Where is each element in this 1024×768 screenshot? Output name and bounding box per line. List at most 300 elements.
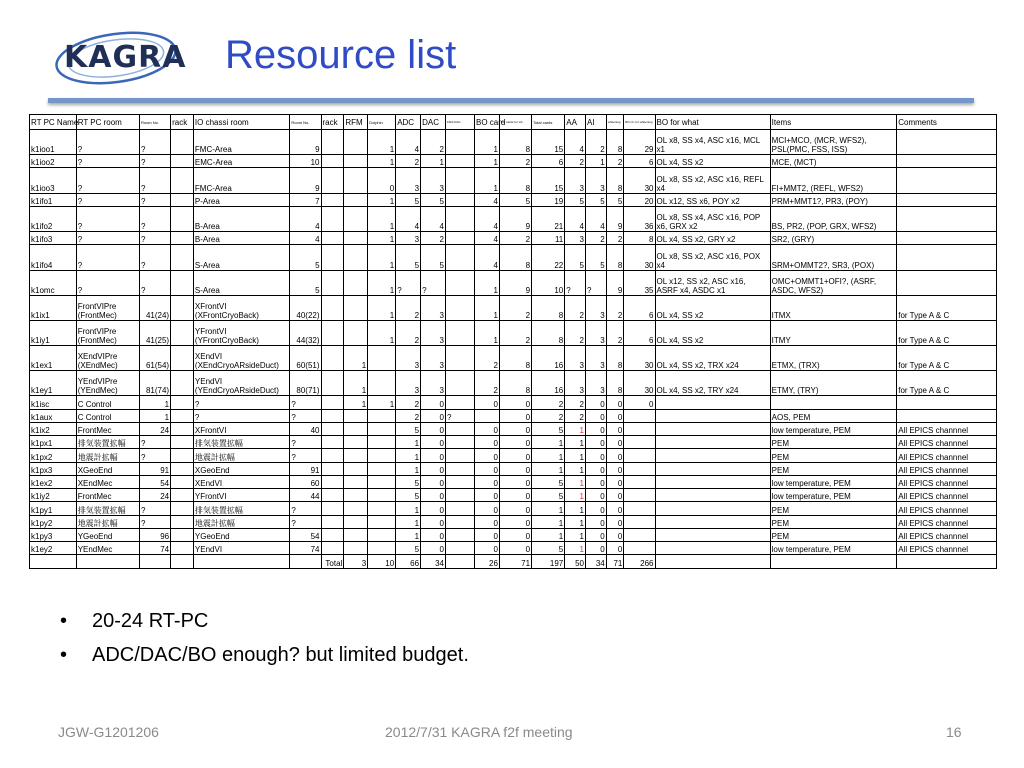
table-cell: 8 — [499, 245, 531, 270]
table-cell: 35 — [624, 270, 655, 295]
table-cell — [897, 232, 997, 245]
table-cell — [770, 555, 897, 569]
table-cell: 0 — [586, 449, 607, 462]
table-cell — [624, 409, 655, 422]
table-cell — [655, 449, 770, 462]
table-cell: k1py3 — [30, 528, 77, 541]
table-cell: k1iy1 — [30, 320, 77, 345]
table-row — [30, 396, 997, 409]
table-cell: 0 — [421, 436, 446, 449]
table-cell: All EPICS channnel — [897, 502, 997, 515]
table-cell — [624, 515, 655, 528]
table-cell: 3 — [586, 371, 607, 396]
table-cell: 4 — [475, 245, 500, 270]
table-cell — [624, 475, 655, 488]
table-cell: PEM — [770, 515, 897, 528]
column-header: DAC — [421, 115, 446, 130]
table-cell — [344, 270, 368, 295]
table-cell: 2 — [499, 155, 531, 168]
table-cell: 0 — [586, 475, 607, 488]
table-cell: PEM — [770, 436, 897, 449]
bullet-text: 20-24 RT-PC — [92, 610, 209, 632]
table-cell: ? — [290, 396, 321, 409]
table-cell: ? — [396, 270, 421, 295]
table-cell: 74 — [290, 542, 321, 555]
table-cell: 22 — [532, 245, 565, 270]
table-row — [30, 168, 997, 193]
table-cell: 1 — [368, 245, 396, 270]
table-cell — [445, 489, 474, 502]
table-cell — [897, 409, 997, 422]
table-cell: 4 — [396, 206, 421, 231]
table-cell — [171, 130, 194, 155]
table-cell: for Type A & C — [897, 295, 997, 320]
table-cell: 20 — [624, 193, 655, 206]
table-cell: ? — [193, 396, 289, 409]
table-cell: 排気装置拡幅 — [76, 502, 139, 515]
table-cell: 0 — [606, 422, 624, 435]
table-cell: 2 — [565, 396, 586, 409]
table-cell: YEndVIPre (YEndMec) — [76, 371, 139, 396]
table-cell: 2 — [499, 295, 531, 320]
table-cell — [321, 295, 344, 320]
table-cell: 1 — [344, 346, 368, 371]
table-cell: 1 — [396, 449, 421, 462]
table-cell: ? — [421, 270, 446, 295]
bullet-item — [58, 638, 469, 672]
table-cell: k1ix2 — [30, 422, 77, 435]
table-cell — [290, 555, 321, 569]
table-cell: 3 — [565, 371, 586, 396]
table-cell: BS, PR2, (POP, GRX, WFS2) — [770, 206, 897, 231]
table-cell: 0 — [421, 542, 446, 555]
table-cell: 5 — [290, 270, 321, 295]
table-cell: YFrontVI (YFrontCryoBack) — [193, 320, 289, 345]
table-cell — [344, 245, 368, 270]
table-cell — [445, 168, 474, 193]
table-cell: All EPICS channnel — [897, 515, 997, 528]
table-cell — [344, 168, 368, 193]
table-cell: 0 — [586, 542, 607, 555]
table-cell — [344, 295, 368, 320]
table-cell — [171, 155, 194, 168]
table-cell — [445, 462, 474, 475]
table-cell: 0 — [499, 462, 531, 475]
table-cell: k1ioo1 — [30, 130, 77, 155]
table-cell: All EPICS channnel — [897, 436, 997, 449]
table-cell: 排気装置拡幅 — [76, 436, 139, 449]
table-cell: 0 — [475, 449, 500, 462]
table-cell: ? — [76, 168, 139, 193]
table-cell: 9 — [499, 270, 531, 295]
table-cell — [445, 193, 474, 206]
column-header: Total cards — [532, 115, 565, 130]
table-cell: 1 — [368, 193, 396, 206]
logo-text: KAGRA — [64, 40, 187, 75]
table-cell: 0 — [475, 528, 500, 541]
table-cell: 地震計拡幅 — [193, 515, 289, 528]
table-cell: 71 — [606, 555, 624, 569]
table-cell: k1ex2 — [30, 475, 77, 488]
table-cell: OL x4, SS x2 — [655, 155, 770, 168]
table-cell: 40(22) — [290, 295, 321, 320]
table-cell: 9 — [290, 130, 321, 155]
table-cell — [655, 528, 770, 541]
bullet-list — [58, 604, 469, 672]
table-row — [30, 542, 997, 555]
table-cell: ? — [290, 515, 321, 528]
table-cell: XEndVI (XEndCryoARsideDuct) — [193, 346, 289, 371]
table-cell: 5 — [396, 542, 421, 555]
table-cell: 54 — [290, 528, 321, 541]
table-cell: 1 — [344, 371, 368, 396]
table-cell: k1px3 — [30, 462, 77, 475]
table-cell: 0 — [421, 528, 446, 541]
table-cell: 2 — [565, 320, 586, 345]
table-cell: 1 — [475, 130, 500, 155]
table-cell: S-Area — [193, 270, 289, 295]
table-cell — [321, 270, 344, 295]
table-cell: MCE, (MCT) — [770, 155, 897, 168]
table-cell: 3 — [396, 371, 421, 396]
table-row — [30, 232, 997, 245]
table-cell — [475, 409, 500, 422]
table-cell: 0 — [586, 515, 607, 528]
table-cell: 0 — [606, 396, 624, 409]
table-cell — [321, 245, 344, 270]
table-cell: P-Area — [193, 193, 289, 206]
table-cell: ? — [586, 270, 607, 295]
table-cell — [344, 193, 368, 206]
table-cell: 0 — [499, 449, 531, 462]
table-cell: 30 — [624, 346, 655, 371]
column-header: RT PC room — [76, 115, 139, 130]
table-cell: 8 — [499, 346, 531, 371]
table-cell — [368, 515, 396, 528]
table-cell: YFrontVI — [193, 489, 289, 502]
table-cell — [171, 371, 194, 396]
table-cell: 30 — [624, 245, 655, 270]
table-cell — [655, 475, 770, 488]
table-cell — [368, 542, 396, 555]
table-cell: FrontVIPre (FrontMec) — [76, 295, 139, 320]
table-cell: 1 — [565, 502, 586, 515]
table-cell — [344, 489, 368, 502]
table-cell: 5 — [606, 193, 624, 206]
table-cell: 0 — [475, 502, 500, 515]
table-row — [30, 462, 997, 475]
table-cell — [624, 436, 655, 449]
table-cell: 0 — [499, 396, 531, 409]
table-cell: 5 — [565, 245, 586, 270]
table-cell: 3 — [421, 346, 446, 371]
table-cell — [171, 193, 194, 206]
table-cell — [171, 168, 194, 193]
table-row — [30, 422, 997, 435]
table-cell — [770, 396, 897, 409]
table-cell: 1 — [532, 515, 565, 528]
resource-table-container — [29, 114, 997, 569]
table-cell: k1py1 — [30, 502, 77, 515]
table-cell — [344, 232, 368, 245]
table-cell — [344, 436, 368, 449]
table-cell: 3 — [396, 168, 421, 193]
table-cell: 0 — [421, 449, 446, 462]
table-cell: XEndMec — [76, 475, 139, 488]
table-cell: k1ifo3 — [30, 232, 77, 245]
table-cell: 1 — [368, 320, 396, 345]
table-cell: 0 — [606, 528, 624, 541]
table-cell: 71 — [499, 555, 531, 569]
table-cell: 6 — [624, 320, 655, 345]
table-cell: 8 — [606, 346, 624, 371]
table-cell: ? — [290, 409, 321, 422]
table-cell: k1ifo4 — [30, 245, 77, 270]
table-cell: low temperature, PEM — [770, 475, 897, 488]
table-cell: 0 — [499, 528, 531, 541]
table-cell: OL x4, SS x2 — [655, 295, 770, 320]
table-cell: 0 — [421, 422, 446, 435]
table-cell — [321, 346, 344, 371]
table-cell: 2 — [565, 295, 586, 320]
table-cell — [321, 475, 344, 488]
table-cell: 8 — [606, 245, 624, 270]
column-header: AA — [565, 115, 586, 130]
table-cell: k1ifo2 — [30, 206, 77, 231]
table-row — [30, 130, 997, 155]
table-cell: 3 — [565, 168, 586, 193]
table-cell — [344, 542, 368, 555]
table-cell: 2 — [586, 130, 607, 155]
table-cell: All EPICS channnel — [897, 489, 997, 502]
table-cell: OL x12, SS x2, ASC x16, ASRF x4, ASDC x1 — [655, 270, 770, 295]
table-cell: 24 — [139, 422, 170, 435]
table-cell — [897, 130, 997, 155]
table-cell: 10 — [290, 155, 321, 168]
table-cell: ITMX — [770, 295, 897, 320]
table-cell: 2 — [532, 409, 565, 422]
table-cell: 5 — [396, 422, 421, 435]
table-cell: 34 — [421, 555, 446, 569]
table-cell — [171, 409, 194, 422]
table-cell: 96 — [139, 528, 170, 541]
table-cell: 66 — [396, 555, 421, 569]
table-cell: 80(71) — [290, 371, 321, 396]
table-cell: 8 — [532, 320, 565, 345]
table-cell: 2 — [606, 320, 624, 345]
table-cell: SR2, (GRY) — [770, 232, 897, 245]
table-cell: 1 — [368, 396, 396, 409]
table-cell — [624, 489, 655, 502]
table-cell: PEM — [770, 462, 897, 475]
table-cell: 1 — [565, 528, 586, 541]
table-cell — [897, 396, 997, 409]
table-cell: 10 — [368, 555, 396, 569]
table-row — [30, 475, 997, 488]
table-cell: 1 — [368, 270, 396, 295]
bullet-dot-icon: • — [60, 644, 68, 666]
table-row — [30, 489, 997, 502]
table-cell: 5 — [396, 193, 421, 206]
table-row — [30, 155, 997, 168]
table-cell: 2 — [475, 346, 500, 371]
table-cell: 1 — [565, 436, 586, 449]
table-cell: FrontVIPre (FrontMec) — [76, 320, 139, 345]
table-cell: 41(24) — [139, 295, 170, 320]
table-cell: k1px1 — [30, 436, 77, 449]
table-cell: ? — [139, 515, 170, 528]
table-cell — [445, 528, 474, 541]
table-cell — [655, 422, 770, 435]
table-cell: 1 — [565, 489, 586, 502]
column-header: Room No. — [139, 115, 170, 130]
table-cell: 1 — [421, 155, 446, 168]
table-cell — [655, 542, 770, 555]
table-cell: 0 — [368, 168, 396, 193]
table-cell — [445, 320, 474, 345]
table-cell: FrontMec — [76, 422, 139, 435]
table-cell: 2 — [396, 295, 421, 320]
table-cell — [368, 462, 396, 475]
table-cell — [321, 489, 344, 502]
table-cell — [655, 462, 770, 475]
table-cell: 2 — [396, 320, 421, 345]
table-cell: 1 — [368, 206, 396, 231]
table-cell — [655, 489, 770, 502]
table-cell: 4 — [586, 206, 607, 231]
table-cell: 2 — [586, 232, 607, 245]
table-cell: 54 — [139, 475, 170, 488]
column-header: whitening — [606, 115, 624, 130]
table-cell — [445, 396, 474, 409]
table-cell — [321, 422, 344, 435]
table-cell: All EPICS channnel — [897, 462, 997, 475]
table-cell — [445, 542, 474, 555]
table-cell: OMC+OMMT1+OFI?, (ASRF, ASDC, WFS2) — [770, 270, 897, 295]
table-cell: 0 — [606, 436, 624, 449]
table-cell: XGeoEnd — [76, 462, 139, 475]
table-cell — [171, 475, 194, 488]
table-cell: 3 — [586, 320, 607, 345]
table-cell — [655, 396, 770, 409]
table-cell: low temperature, PEM — [770, 489, 897, 502]
table-cell: ? — [139, 193, 170, 206]
table-cell: 5 — [499, 193, 531, 206]
table-header-row — [30, 115, 997, 130]
table-cell: XGeoEnd — [193, 462, 289, 475]
table-row — [30, 528, 997, 541]
table-cell: ? — [445, 409, 474, 422]
table-cell — [171, 489, 194, 502]
table-cell: FI+MMT2, (REFL, WFS2) — [770, 168, 897, 193]
table-cell: 30 — [624, 371, 655, 396]
table-cell: All EPICS channnel — [897, 449, 997, 462]
table-cell: 0 — [606, 489, 624, 502]
footer-meeting: 2012/7/31 KAGRA f2f meeting — [385, 724, 573, 740]
table-cell: 1 — [368, 155, 396, 168]
table-cell — [897, 555, 997, 569]
table-cell: 1 — [565, 542, 586, 555]
table-cell — [171, 515, 194, 528]
table-cell: 0 — [606, 449, 624, 462]
table-cell: 8 — [499, 371, 531, 396]
table-cell: 1 — [396, 528, 421, 541]
table-cell — [171, 449, 194, 462]
table-cell: 3 — [396, 232, 421, 245]
table-cell: 1 — [368, 232, 396, 245]
table-cell: 9 — [606, 206, 624, 231]
table-cell — [368, 528, 396, 541]
bullet-item — [58, 604, 469, 638]
table-cell: XFrontVI — [193, 422, 289, 435]
table-cell — [321, 528, 344, 541]
table-row — [30, 245, 997, 270]
table-cell: 1 — [139, 396, 170, 409]
table-cell: 5 — [421, 245, 446, 270]
table-cell — [445, 295, 474, 320]
table-cell — [321, 320, 344, 345]
table-cell: 2 — [606, 232, 624, 245]
table-cell: 197 — [532, 555, 565, 569]
table-cell: 91 — [290, 462, 321, 475]
table-cell: 0 — [499, 489, 531, 502]
table-cell — [344, 502, 368, 515]
table-cell: 2 — [499, 320, 531, 345]
table-cell — [445, 515, 474, 528]
table-cell: AOS, PEM — [770, 409, 897, 422]
table-cell: ? — [139, 232, 170, 245]
table-cell — [897, 168, 997, 193]
table-cell: 5 — [396, 489, 421, 502]
table-cell — [321, 371, 344, 396]
table-cell — [171, 436, 194, 449]
table-cell: EMC-Area — [193, 155, 289, 168]
table-cell — [30, 555, 77, 569]
table-cell: 1 — [396, 462, 421, 475]
table-cell: for Type A & C — [897, 346, 997, 371]
table-cell: 40 — [290, 422, 321, 435]
bullet-text: ADC/DAC/BO enough? but limited budget. — [92, 644, 469, 666]
table-cell: 0 — [606, 502, 624, 515]
table-cell: 0 — [475, 489, 500, 502]
table-cell: 11 — [532, 232, 565, 245]
table-cell — [897, 206, 997, 231]
table-cell: OL x4, SS x2, GRY x2 — [655, 232, 770, 245]
table-cell: 0 — [586, 502, 607, 515]
table-cell: 0 — [606, 542, 624, 555]
table-cell: 4 — [396, 130, 421, 155]
table-cell — [321, 168, 344, 193]
table-cell: 1 — [396, 502, 421, 515]
table-cell: 0 — [606, 409, 624, 422]
table-cell: low temperature, PEM — [770, 542, 897, 555]
table-cell: YGeoEnd — [76, 528, 139, 541]
table-cell — [321, 396, 344, 409]
table-cell: 81(74) — [139, 371, 170, 396]
table-cell: 0 — [499, 422, 531, 435]
table-cell: 0 — [421, 489, 446, 502]
table-cell: YGeoEnd — [193, 528, 289, 541]
table-cell: YEndVI — [193, 542, 289, 555]
table-row — [30, 206, 997, 231]
table-cell — [368, 409, 396, 422]
table-cell: 4 — [475, 206, 500, 231]
table-cell — [624, 422, 655, 435]
table-cell — [344, 528, 368, 541]
table-cell: 5 — [586, 193, 607, 206]
table-cell: 0 — [475, 542, 500, 555]
table-cell: 2 — [396, 409, 421, 422]
